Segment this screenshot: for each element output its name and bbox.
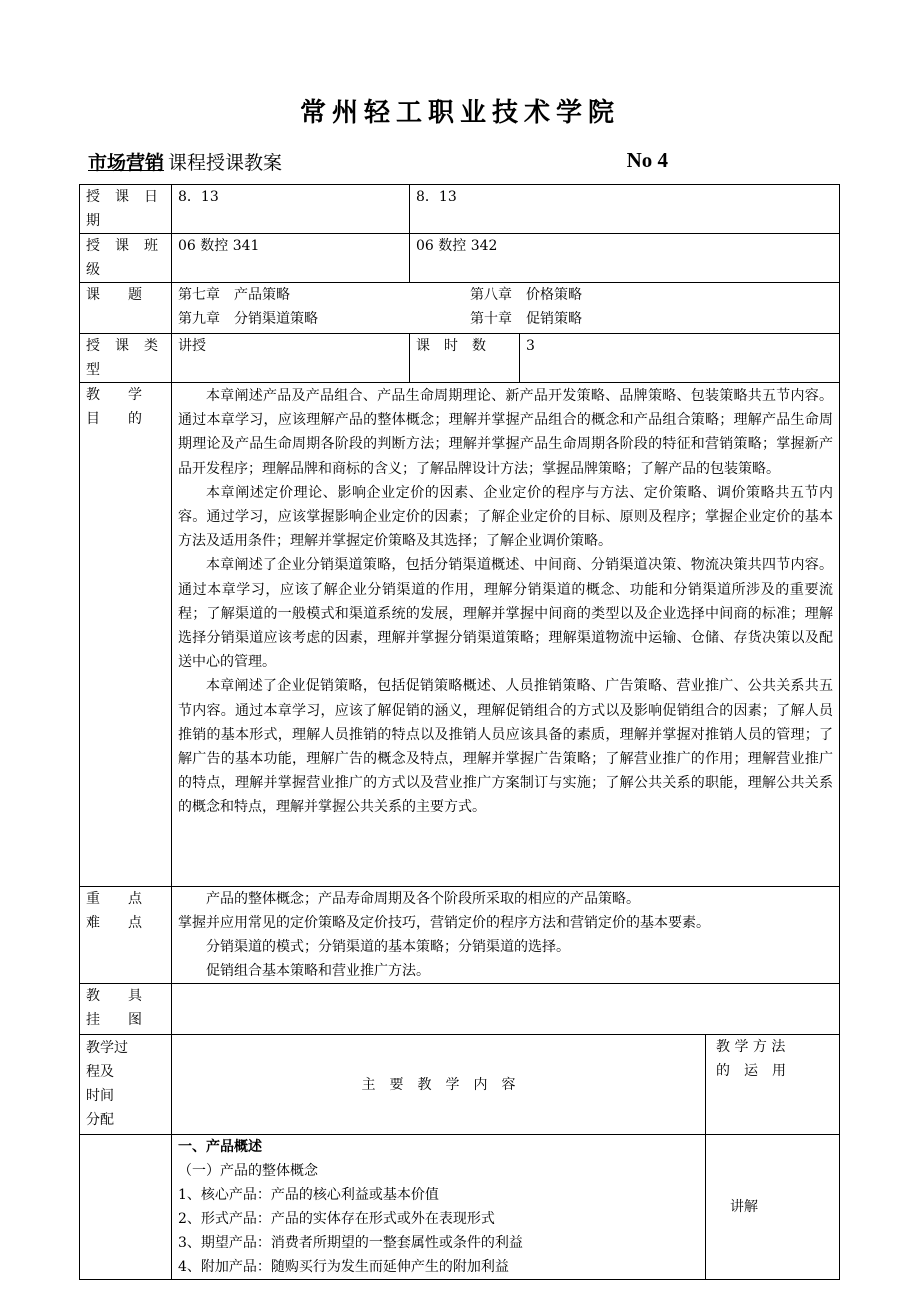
topic-row: [80, 283, 840, 334]
purpose-paragraph: 本章阐述定价理论、影响企业定价的因素、企业定价的程序与方法、定价策略、调价策略共五节内容。通过学习，应该掌握影响企业定价的因素；了解企业定价的目标、原则及程序；掌握企业定价的基本方法及适用条件；理解并掌握定价策略及其选择；了解企业调价策略。: [178, 484, 834, 550]
aids-label-line-2: 挂 图: [86, 1012, 142, 1028]
method-header-line-1: 教 学 方 法: [716, 1039, 786, 1055]
main-content: [172, 1135, 706, 1280]
purpose-label-line-1: 教 学: [86, 387, 142, 403]
process-label-line: 分配: [86, 1112, 114, 1128]
aids-label-line-1: 教 具: [86, 988, 142, 1004]
type-label: 授课类型: [80, 334, 172, 383]
keypoint-line: 产品的整体概念；产品寿命周期及各个阶段所采取的相应的产品策略。: [206, 891, 640, 907]
keypoints-label-line-2: 难 点: [86, 915, 142, 931]
content-item: 2、形式产品：产品的实体存在形式或外在表现形式: [178, 1211, 495, 1227]
keypoint-line: 掌握并应用常见的定价策略及定价技巧，营销定价的程序方法和营销定价的基本要素。: [178, 915, 710, 931]
course-header: [88, 148, 668, 176]
method-header-line-2: 的 运 用: [716, 1063, 786, 1079]
purpose-row: [80, 383, 840, 887]
course-name: 市场营销: [88, 152, 165, 174]
section-heading: 一、产品概述: [178, 1139, 262, 1155]
process-label-line: 时间: [86, 1088, 114, 1104]
keypoints-row: [80, 887, 840, 984]
keypoints-label: [80, 887, 172, 984]
purpose-label-line-2: 目 的: [86, 411, 142, 427]
class-value-1: 06 数控 341: [172, 234, 410, 283]
topic-chapter-7: 第七章 产品策略: [178, 287, 290, 303]
keypoint-line: 分销渠道的模式；分销渠道的基本策略；分销渠道的选择。: [206, 939, 570, 955]
date-label: 授课日期: [80, 185, 172, 234]
type-value: 讲授: [172, 334, 410, 383]
method-header: [706, 1035, 840, 1135]
hours-value: 3: [520, 334, 840, 383]
method-cell: 讲解: [706, 1135, 840, 1280]
lesson-number: No 4: [626, 148, 668, 172]
process-label-line: 教学过: [86, 1040, 128, 1056]
hours-label: 课 时 数: [410, 334, 520, 383]
class-label: 授课班级: [80, 234, 172, 283]
process-header-row: [80, 1035, 840, 1135]
section-subheading: （一）产品的整体概念: [178, 1163, 318, 1179]
date-value-2: 8．13: [410, 185, 840, 234]
content-row: [80, 1135, 840, 1280]
aids-content: [172, 984, 840, 1035]
content-item: 1、核心产品：产品的核心利益或基本价值: [178, 1187, 439, 1203]
topic-chapter-9: 第九章 分销渠道策略: [178, 311, 318, 327]
date-row: [80, 185, 840, 234]
topic-chapter-10: 第十章 促销策略: [470, 311, 582, 327]
process-label-line: 程及: [86, 1064, 114, 1080]
purpose-paragraph: 本章阐述了企业分销渠道策略，包括分销渠道概述、中间商、分销渠道决策、物流决策共四节内容。通过本章学习，应该了解企业分销渠道的作用，理解分销渠道的概念、功能和分销渠道所涉及的重要流程；了解渠道的一般模式和渠道系统的发展，理解并掌握中间商的类型以及企业选择中间商的标准；理解选择分销渠道应该考虑的因素，理解并掌握分销渠道策略；理解渠道物流中运输、仓储、存货决策以及配送中心的管理。: [178, 557, 834, 671]
school-title: 常州轻工职业技术学院: [299, 98, 620, 128]
purpose-paragraph: 本章阐述了企业促销策略，包括促销策略概述、人员推销策略、广告策略、营业推广、公共关系共五节内容。通过本章学习，应该了解促销的涵义，理解促销组合的方式以及影响促销组合的因素；了解人员推销的基本形式，理解人员推销的特点以及推销人员应该具备的素质，理解并掌握对推销人员的管理；了解广告的基本功能，理解广告的概念及特点，理解并掌握广告策略；了解营业推广的作用；理解营业推广的特点，理解并掌握营业推广的方式以及营业推广方案制订与实施；了解公共关系的职能，理解公共关系的概念和特点，理解并掌握公共关系的主要方式。: [178, 678, 834, 816]
topic-chapter-8: 第八章 价格策略: [470, 287, 582, 303]
aids-row: [80, 984, 840, 1035]
process-label: [80, 1035, 172, 1135]
class-value-2: 06 数控 342: [410, 234, 840, 283]
purpose-label: [80, 383, 172, 887]
topic-values: [172, 283, 840, 334]
class-row: [80, 234, 840, 283]
content-item: 4、附加产品：随购买行为发生而延伸产生的附加利益: [178, 1259, 509, 1275]
date-value-1: 8．13: [172, 185, 410, 234]
document-kind: 课程授课教案: [168, 152, 283, 174]
topic-label: 课 题: [80, 283, 172, 334]
main-content-header: 主 要 教 学 内 容: [172, 1035, 706, 1135]
keypoints-label-line-1: 重 点: [86, 891, 142, 907]
keypoint-line: 促销组合基本策略和营业推广方法。: [206, 963, 430, 979]
purpose-content: [172, 383, 840, 887]
type-row: [80, 334, 840, 383]
purpose-paragraph: 本章阐述产品及产品组合、产品生命周期理论、新产品开发策略、品牌策略、包装策略共五节内容。通过本章学习，应该理解产品的整体概念；理解并掌握产品组合的概念和产品组合策略；理解产品生命周期理论及产品生命周期各阶段的判断方法；理解并掌握产品生命周期各阶段的特征和营销策略；掌握新产品开发程序；理解品牌和商标的含义；了解品牌设计方法；掌握品牌策略；了解产品的包装策略。: [178, 388, 834, 477]
time-allocation-cell: [80, 1135, 172, 1280]
lesson-plan-table: [79, 184, 840, 1280]
aids-label: [80, 984, 172, 1035]
content-item: 3、期望产品：消费者所期望的一整套属性或条件的利益: [178, 1235, 523, 1251]
keypoints-content: [172, 887, 840, 984]
